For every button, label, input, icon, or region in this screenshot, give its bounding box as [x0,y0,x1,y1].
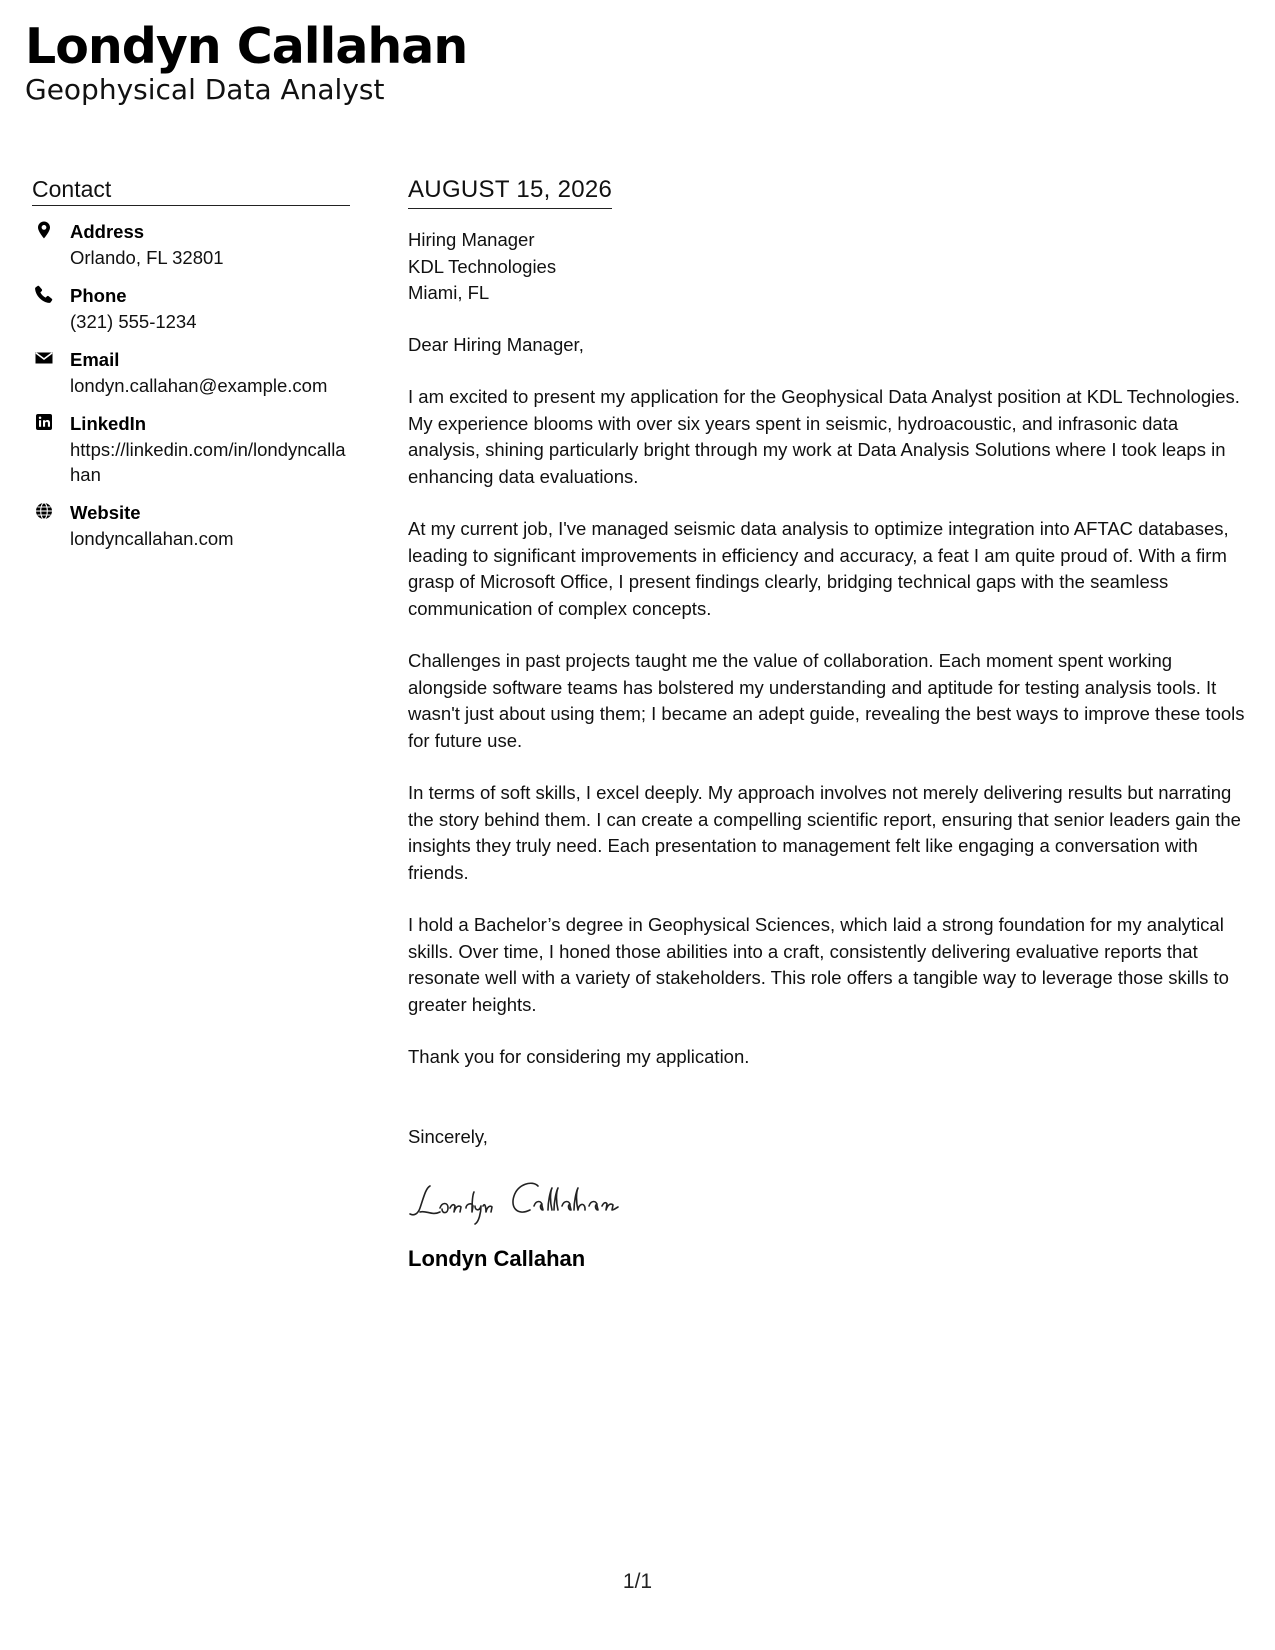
letter-paragraph: Challenges in past projects taught me the value of collaboration. Each moment spent working alongside software teams has bolstered my understanding and aptitude for testing analysis tools. It wasn't just about using them; I became an adept guide, revealing the best ways to improve these tools for future use. [408,650,1245,751]
map-pin-icon [34,220,54,240]
phone-value: (321) 555-1234 [70,311,197,332]
closing: Sincerely, [408,1125,488,1147]
letter-date: AUGUST 15, 2026 [408,176,612,209]
phone-icon [34,284,54,304]
resume-header [25,18,467,106]
contact-heading: Contact [32,176,350,206]
email-link[interactable]: londyn.callahan@example.com [70,375,328,396]
cover-letter-body [408,176,1253,1272]
linkedin-icon [34,412,54,432]
recipient-company: KDL Technologies [408,255,557,277]
signer-name: Londyn Callahan [408,1246,586,1271]
recipient-block [408,227,1253,307]
handwritten-signature [408,1172,1253,1232]
contact-label: Email [70,349,120,370]
contact-item-phone [32,283,350,334]
contact-item-address [32,219,350,270]
letter-paragraph: Thank you for considering my application. [408,1046,750,1067]
envelope-icon [34,348,54,368]
salutation: Dear Hiring Manager, [408,333,584,355]
address-value: Orlando, FL 32801 [70,247,224,268]
website-link[interactable]: londyncallahan.com [70,528,234,549]
contact-label: Address [70,221,145,242]
applicant-job-title: Geophysical Data Analyst [25,72,385,106]
page-number: 1/1 [622,1570,653,1593]
letter-paragraph: In terms of soft skills, I excel deeply. My approach involves not merely delivering results but narrating the story behind them. I can create a compelling scientific report, ensuring that senior leaders gain the insights they truly need. Each presentation to management felt like engaging a conversation with friends. [408,782,1241,883]
recipient-location: Miami, FL [408,282,490,303]
contact-label: Phone [70,285,127,306]
recipient-name: Hiring Manager [408,229,535,250]
applicant-name: Londyn Callahan [25,18,468,75]
contact-item-website [32,500,350,551]
letter-paragraph: I hold a Bachelor’s degree in Geophysical Sciences, which laid a strong foundation for my analytical skills. Over time, I honed those abilities into a craft, consistently delivering evaluative reports that resonate well with a variety of stakeholders. This role offers a tangible way to leverage those skills to greater heights. [408,914,1229,1015]
contact-item-linkedin [32,411,350,487]
contact-item-email [32,347,350,398]
linkedin-link[interactable]: https://linkedin.com/in/londyncallahan [70,439,346,485]
globe-icon [34,501,54,521]
contact-label: LinkedIn [70,413,147,434]
letter-paragraph: I am excited to present my application for the Geophysical Data Analyst position at KDL Technologies. My experience blooms with over six years spent in seismic, hydroacoustic, and infrasonic data analysis, shining particularly bright through my work at Data Analysis Solutions where I took leaps in enhancing data evaluations. [408,386,1240,487]
contact-label: Website [70,502,141,523]
letter-paragraph: At my current job, I've managed seismic data analysis to optimize integration into AFTAC databases, leading to significant improvements in efficiency and accuracy, a feat I am quite proud of. With a firm grasp of Microsoft Office, I present findings clearly, bridging technical gaps with the seamless communication of complex concepts. [408,518,1229,619]
contact-sidebar [32,176,350,551]
